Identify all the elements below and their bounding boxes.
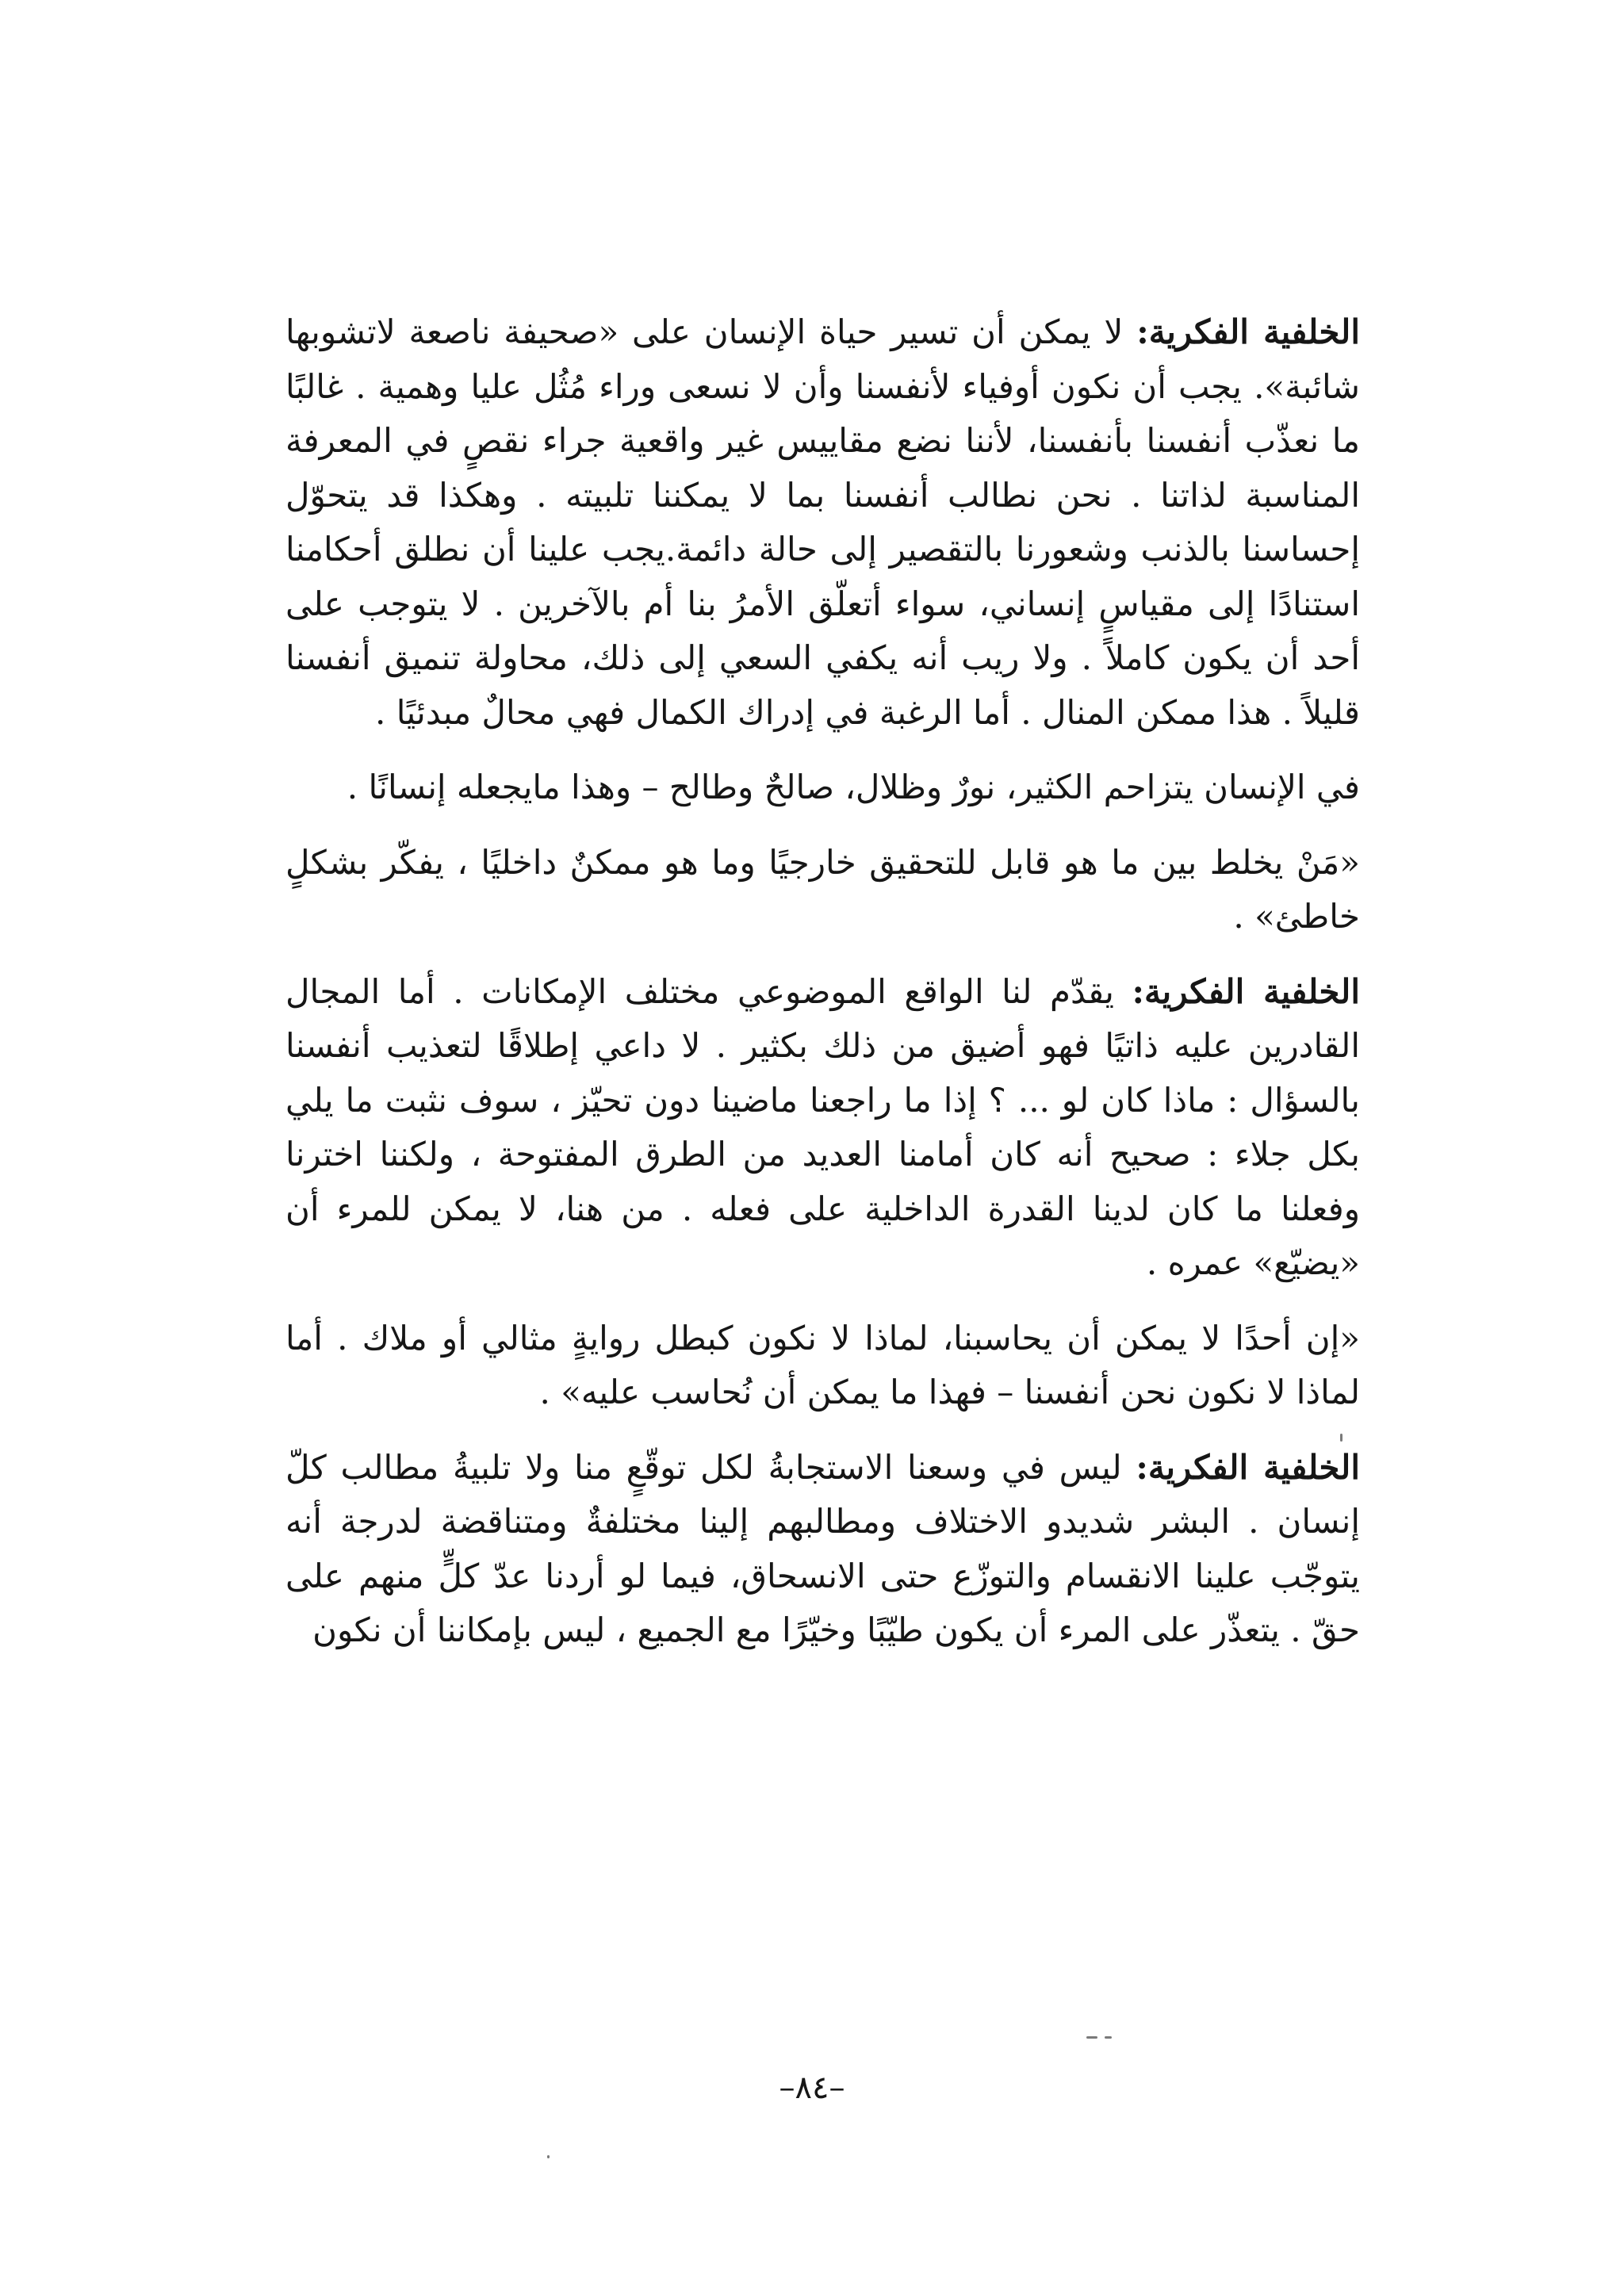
paragraph-1: [285, 305, 1360, 740]
scan-speck: [1340, 1434, 1342, 1442]
paragraph-text: يقدّم لنا الواقع الموضوعي مختلف الإمكانات . أما المجال القادرين عليه ذاتيًا فهو أضيق من ذلك بكثير . لا داعي إطلاقًا لتعذيب أنفسنا بالسؤال : ماذا كان لو ... ؟ إذا ما راجعنا ماضينا دون تحيّز ، سوف نثبت ما يلي بكل جلاء : صحيح أنه كان أمامنا العديد من الطرق المفتوحة ، ولكننا اخترنا وفعلنا ما كان لدينا القدرة الداخلية على فعله . من هنا، لا يمكن للمرء أن «يضيّع» عمره .: [285, 971, 1360, 1282]
quote-paragraph-1: [285, 836, 1360, 944]
quote-paragraph-2: [285, 1312, 1360, 1420]
page-number: –٨٤–: [779, 2070, 845, 2106]
scan-speck: [1086, 2036, 1097, 2039]
scan-speck: [1105, 2036, 1112, 2039]
scan-speck: [547, 2155, 550, 2158]
paragraph-text: «مَنْ يخلط بين ما هو قابل للتحقيق خارجيًا وما هو ممكنٌ داخليًا ، يفكّر بشكلٍ خاطئ» .: [285, 842, 1360, 936]
paragraph-text: ليس في وسعنا الاستجابةُ لكل توقّعٍ منا ولا تلبيةُ مطالب كلّ إنسان . البشر شديدو الاختلاف ومطالبهم إلينا مختلفةٌ ومتناقضة لدرجة أنه يتوجّب علينا الانقسام والتوزّع حتى الانسحاق، فيما لو أردنا عدّ كلٍّ منهم على حقّ . يتعذّر على المرء أن يكون طيّبًا وخيّرًا مع الجميع ، ليس بإمكاننا أن نكون: [285, 1447, 1360, 1649]
paragraph-6: [285, 1441, 1360, 1658]
section-label: الخلفية الفكرية:: [1136, 312, 1360, 351]
paragraph-4: [285, 965, 1360, 1291]
page-body: [285, 305, 1360, 1658]
paragraph-text: «إن أحدًا لا يمكن أن يحاسبنا، لماذا لا نكون كبطل روايةٍ مثالي أو ملاك . أما لماذا لا نكون نحن أنفسنا – فهذا ما يمكن أن نُحاسب عليه» .: [285, 1318, 1360, 1411]
section-label: الخلفية الفكرية:: [1132, 971, 1360, 1011]
paragraph-text: في الإنسان يتزاحم الكثير، نورٌ وظلال، صالحٌ وطالح – وهذا مايجعله إنسانًا .: [347, 768, 1360, 806]
paragraph-text: لا يمكن أن تسير حياة الإنسان على «صحيفة ناصعة لاتشوبها شائبة». يجب أن نكون أوفياء لأنفسنا وأن لا نسعى وراء مُثُل عليا وهمية . غالبًا ما نعذّب أنفسنا بأنفسنا، لأننا نضع مقاييس غير واقعية جراء نقصٍ في المعرفة المناسبة لذاتنا . نحن نطالب أنفسنا بما لا يمكننا تلبيته . وهكذا قد يتحوّل إحساسنا بالذنب وشعورنا بالتقصير إلى حالة دائمة.يجب علينا أن نطلق أحكامنا استنادًا إلى مقياسٍ إنساني، سواء أتعلّق الأمرُ بنا أم بالآخرين . لا يتوجب على أحد أن يكون كاملاً . ولا ريب أنه يكفي السعي إلى ذلك، محاولة تنميق أنفسنا قليلاً . هذا ممكن المنال . أما الرغبة في إدراك الكمال فهي محالٌ مبدئيًا .: [285, 312, 1360, 732]
paragraph-2: [285, 760, 1360, 815]
section-label: الخلفية الفكرية:: [1136, 1447, 1360, 1487]
